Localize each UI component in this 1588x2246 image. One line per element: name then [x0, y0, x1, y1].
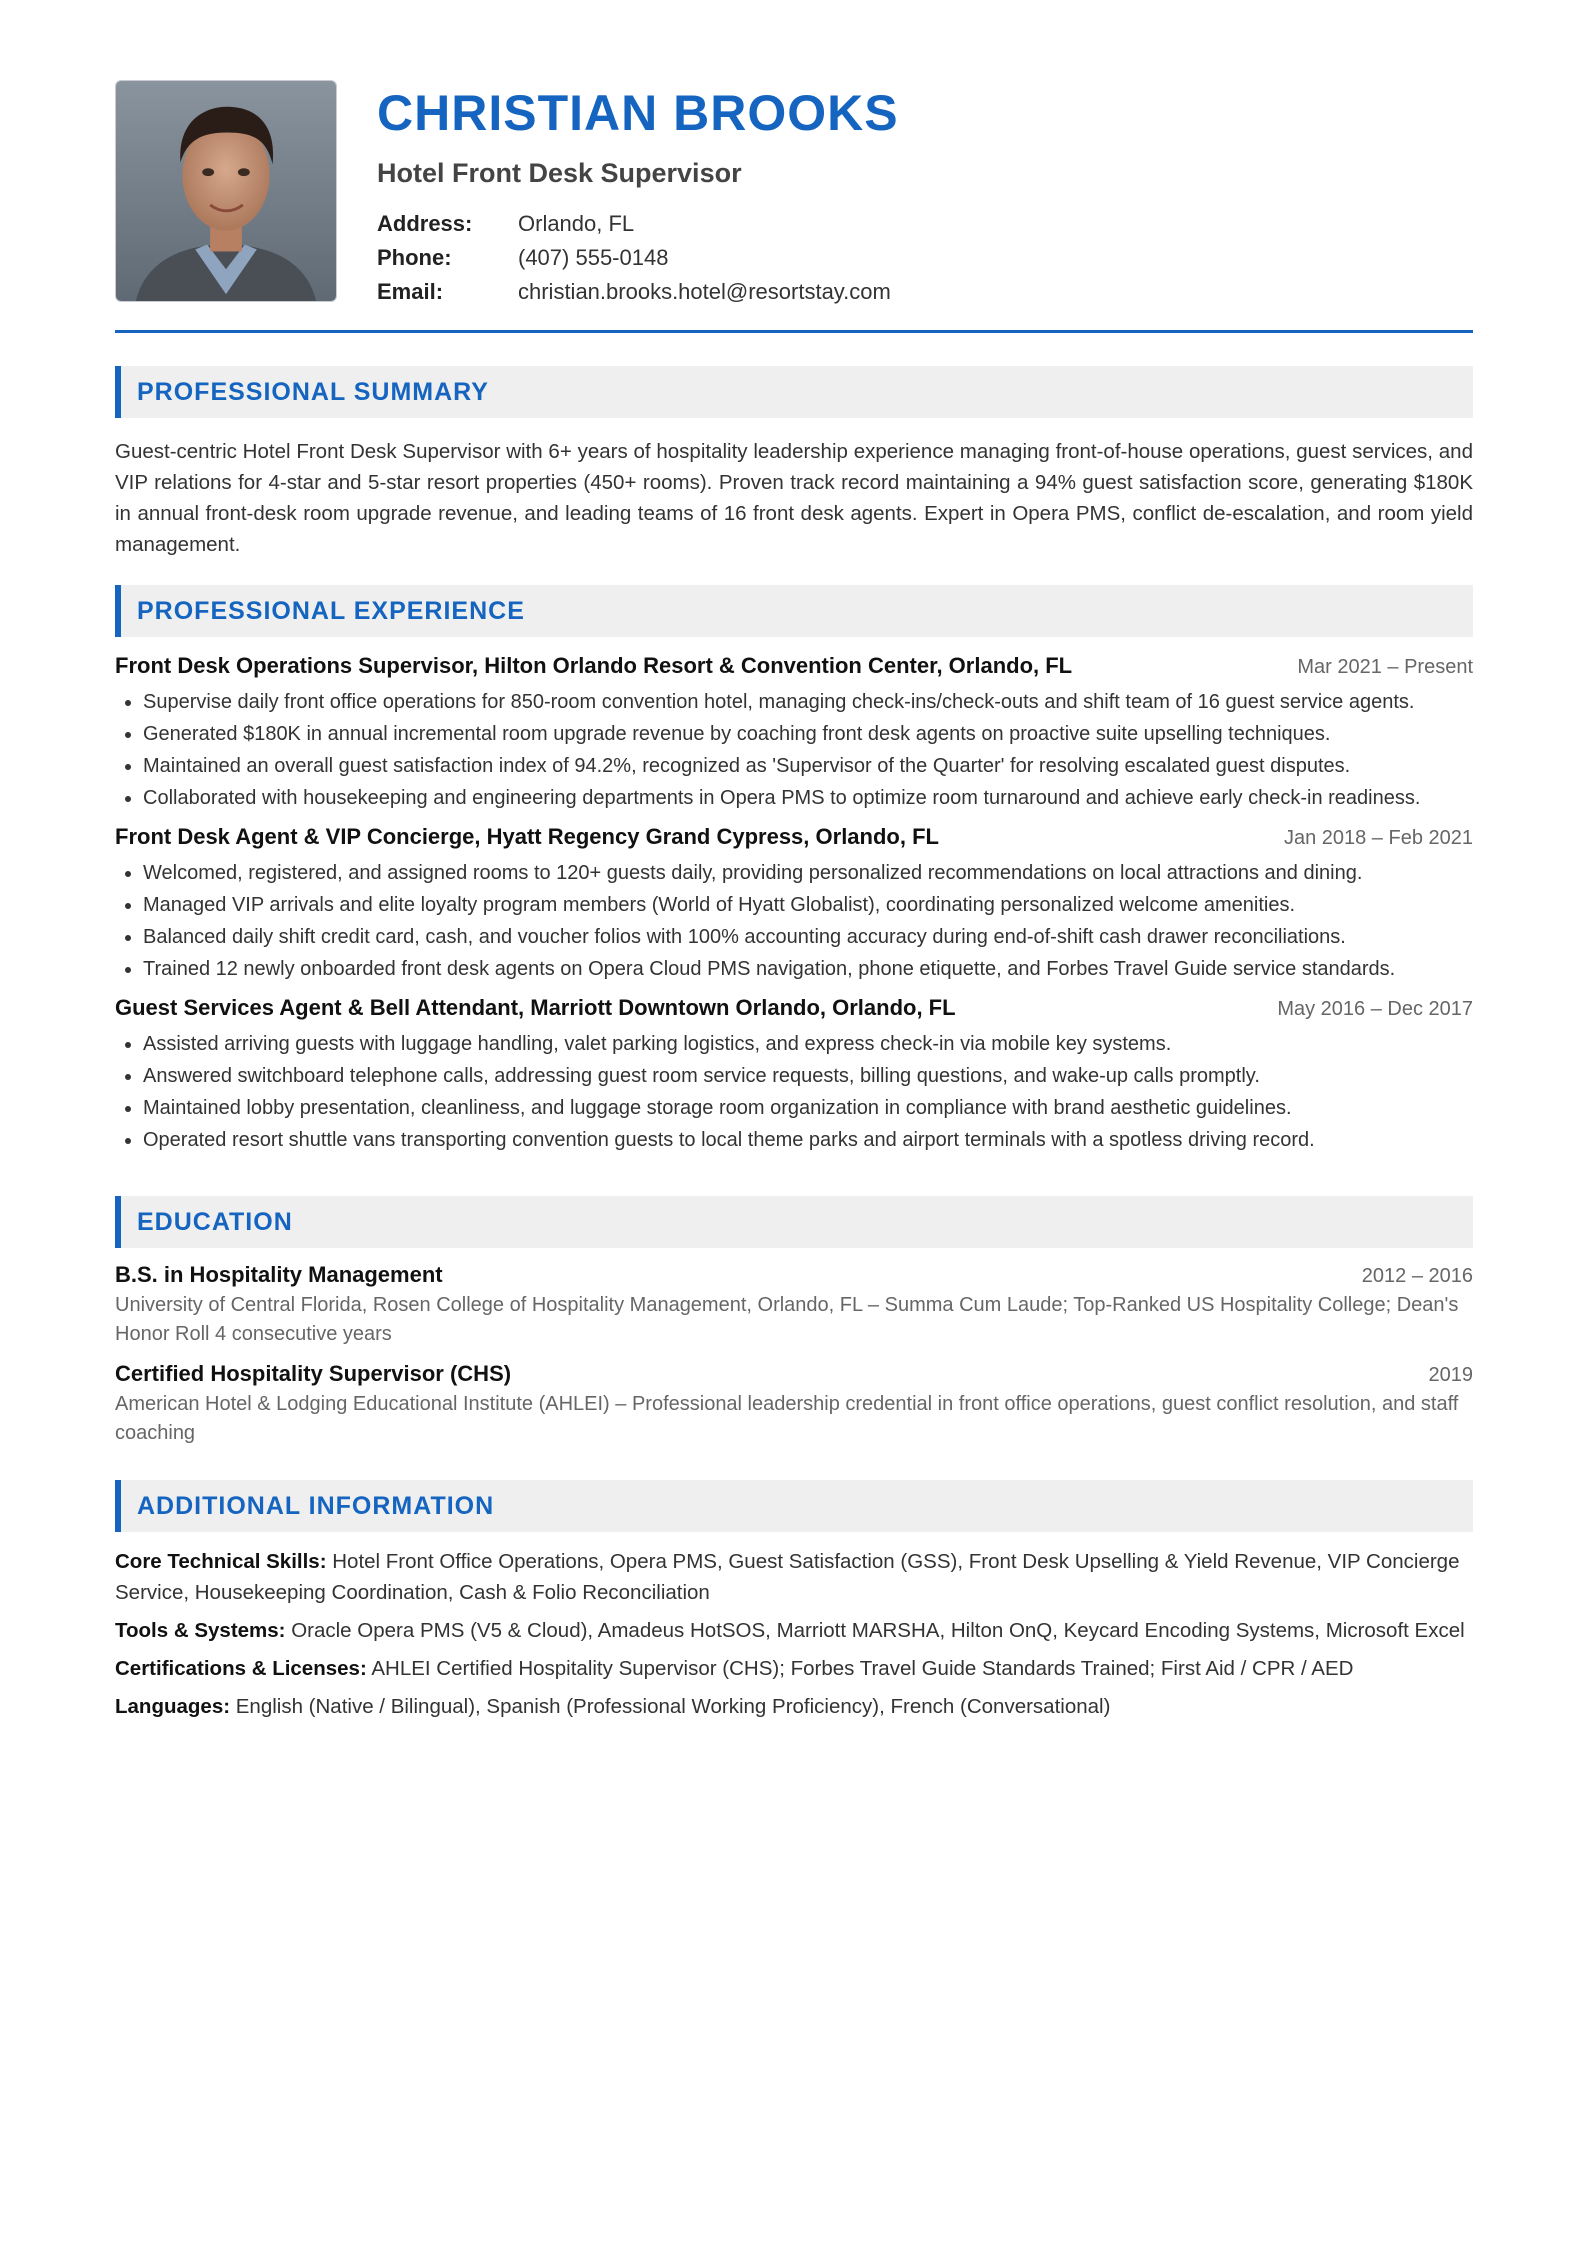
job-bullet: • Maintained an overall guest satisfaction index of 94.2%, recognized as 'Supervisor of the Quarter' for resolving escalated guest disputes.	[143, 750, 1473, 782]
education-entry	[115, 1359, 1473, 1448]
education-header	[115, 1260, 1473, 1291]
resume-header	[115, 80, 1473, 302]
job-bullet: • Generated $180K in annual incremental room upgrade revenue by coaching front desk agents on proactive suite upselling techniques.	[143, 718, 1473, 750]
additional-value: AHLEI Certified Hospitality Supervisor (CHS); Forbes Travel Guide Standards Trained; First Aid / CPR / AED	[371, 1657, 1354, 1680]
education-dates: 2019	[1428, 1364, 1473, 1386]
job-bullet: • Maintained lobby presentation, cleanliness, and luggage storage room organization in compliance with brand aesthetic guidelines.	[143, 1092, 1473, 1124]
email-label: Email:	[377, 279, 444, 304]
job-bullet: • Collaborated with housekeeping and engineering departments in Opera PMS to optimize room turnaround and achieve early check-in readiness.	[143, 782, 1473, 814]
resume-page	[115, 0, 1473, 1722]
job-header	[115, 822, 1473, 853]
additional-row-certifications	[115, 1653, 1473, 1684]
contact-row-email	[377, 275, 899, 309]
education-header	[115, 1359, 1473, 1390]
additional-row-tools	[115, 1615, 1473, 1646]
additional-row-skills	[115, 1546, 1473, 1608]
job-bullet: • Trained 12 newly onboarded front desk agents on Opera Cloud PMS navigation, phone etiquette, and Forbes Travel Guide service standards.	[143, 953, 1473, 985]
education-description: University of Central Florida, Rosen College of Hospitality Management, Orlando, FL – Summa Cum Laude; Top-Ranked US Hospitality College; Dean's Honor Roll 4 consecutive years	[115, 1294, 1459, 1345]
job-header	[115, 651, 1473, 682]
additional-info-list	[115, 1546, 1473, 1722]
header-divider	[115, 330, 1473, 333]
phone-value: (407) 555-0148	[518, 245, 669, 270]
job-bullets	[115, 857, 1473, 985]
candidate-name: CHRISTIAN BROOKS	[377, 85, 899, 141]
portrait-image	[116, 81, 336, 301]
header-info	[377, 80, 899, 309]
section-heading-education: EDUCATION	[115, 1196, 1473, 1248]
job-entry	[115, 993, 1473, 1156]
contact-row-address	[377, 207, 899, 241]
section-heading-summary: PROFESSIONAL SUMMARY	[115, 366, 1473, 418]
section-heading-experience: PROFESSIONAL EXPERIENCE	[115, 585, 1473, 637]
education-degree: B.S. in Hospitality Management	[115, 1262, 443, 1287]
additional-value: English (Native / Bilingual), Spanish (Professional Working Proficiency), French (Conversational)	[235, 1695, 1111, 1718]
additional-label: Certifications & Licenses:	[115, 1657, 367, 1680]
job-title: Front Desk Operations Supervisor, Hilton Orlando Resort & Convention Center, Orlando, FL	[115, 653, 1073, 678]
contact-block	[377, 207, 899, 309]
address-value: Orlando, FL	[518, 211, 635, 236]
phone-label: Phone:	[377, 245, 452, 270]
additional-label: Tools & Systems:	[115, 1619, 286, 1642]
summary-text: Guest-centric Hotel Front Desk Supervisor with 6+ years of hospitality leadership experience managing front-of-house operations, guest services, and VIP relations for 4-star and 5-star resort properties (450+ rooms). Proven track record maintaining a 94% guest satisfaction score, generating $180K in annual front-desk room upgrade revenue, and leading teams of 16 front desk agents. Expert in Opera PMS, conflict de-escalation, and room yield management.	[115, 440, 1473, 556]
additional-value: Oracle Opera PMS (V5 & Cloud), Amadeus HotSOS, Marriott MARSHA, Hilton OnQ, Keycard Encoding Systems, Microsoft Excel	[291, 1619, 1465, 1642]
job-bullet: • Managed VIP arrivals and elite loyalty program members (World of Hyatt Globalist), coordinating personalized welcome amenities.	[143, 889, 1473, 921]
job-title: Guest Services Agent & Bell Attendant, Marriott Downtown Orlando, Orlando, FL	[115, 995, 956, 1020]
job-bullets	[115, 1028, 1473, 1156]
job-bullet: • Answered switchboard telephone calls, addressing guest room service requests, billing questions, and wake-up calls promptly.	[143, 1060, 1473, 1092]
job-dates: Mar 2021 – Present	[1297, 656, 1473, 678]
job-bullet: • Welcomed, registered, and assigned rooms to 120+ guests daily, providing personalized recommendations on local attractions and dining.	[143, 857, 1473, 889]
address-label: Address:	[377, 211, 473, 236]
additional-label: Core Technical Skills:	[115, 1550, 327, 1573]
additional-value: Hotel Front Office Operations, Opera PMS, Guest Satisfaction (GSS), Front Desk Upselling & Yield Revenue, VIP Concierge Service, Housekeeping Coordination, Cash & Folio Reconciliation	[115, 1550, 1460, 1604]
job-entry	[115, 651, 1473, 814]
job-dates: Jan 2018 – Feb 2021	[1283, 827, 1473, 849]
job-bullet: • Balanced daily shift credit card, cash, and voucher folios with 100% accounting accuracy during end-of-shift cash drawer reconciliations.	[143, 921, 1473, 953]
section-heading-additional: ADDITIONAL INFORMATION	[115, 1480, 1473, 1532]
additional-row-languages	[115, 1691, 1473, 1722]
job-bullet: • Supervise daily front office operations for 850-room convention hotel, managing check-ins/check-outs and shift team of 16 guest service agents.	[143, 686, 1473, 718]
education-description: American Hotel & Lodging Educational Institute (AHLEI) – Professional leadership credential in front office operations, guest conflict resolution, and staff coaching	[115, 1393, 1459, 1444]
job-title: Front Desk Agent & VIP Concierge, Hyatt Regency Grand Cypress, Orlando, FL	[115, 824, 939, 849]
job-dates: May 2016 – Dec 2017	[1277, 998, 1473, 1020]
candidate-title: Hotel Front Desk Supervisor	[377, 158, 742, 188]
email-value: christian.brooks.hotel@resortstay.com	[518, 279, 891, 304]
profile-photo	[115, 80, 337, 302]
education-entry	[115, 1260, 1473, 1349]
education-degree: Certified Hospitality Supervisor (CHS)	[115, 1361, 512, 1386]
job-header	[115, 993, 1473, 1024]
additional-label: Languages:	[115, 1695, 231, 1718]
job-entry	[115, 822, 1473, 985]
job-bullet: • Assisted arriving guests with luggage handling, valet parking logistics, and express check-in via mobile key systems.	[143, 1028, 1473, 1060]
education-dates: 2012 – 2016	[1361, 1265, 1473, 1287]
contact-row-phone	[377, 241, 899, 275]
job-bullet: • Operated resort shuttle vans transporting convention guests to local theme parks and airport terminals with a spotless driving record.	[143, 1124, 1473, 1156]
job-bullets	[115, 686, 1473, 814]
